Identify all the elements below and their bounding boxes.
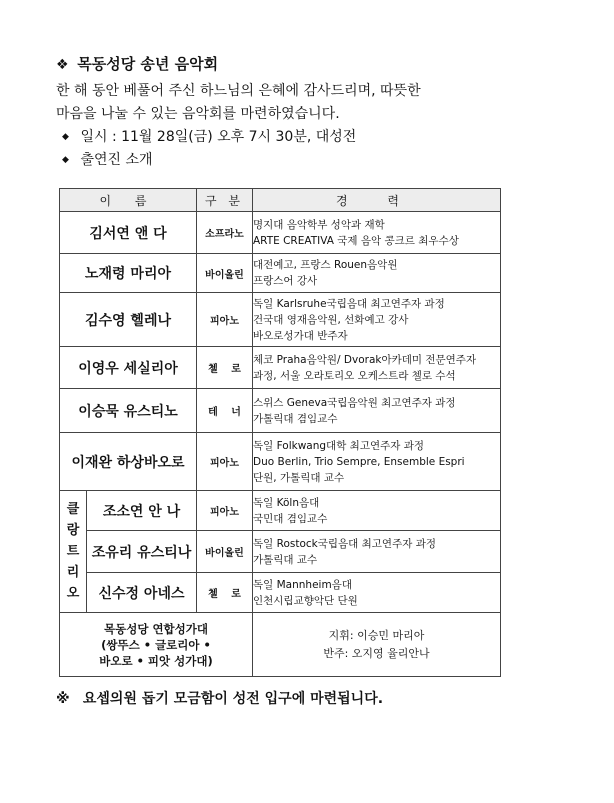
career-line: 독일 Köln음대 <box>253 496 320 509</box>
concert-notice <box>56 52 556 707</box>
performer-name: 조유리 유스티나 <box>87 531 197 573</box>
header-part: 구 분 <box>197 189 253 212</box>
performer-career <box>253 531 501 573</box>
group-label-char: 트 <box>66 544 80 559</box>
intro-line-1: 한 해 동안 베풀어 주신 하느님의 은혜에 감사드리며, 따뜻한 <box>56 83 421 99</box>
table-row <box>60 531 501 573</box>
performer-career <box>253 254 501 293</box>
performer-part: 피아노 <box>197 433 253 491</box>
group-label-char: 클 <box>66 502 80 517</box>
performer-part: 피아노 <box>197 491 253 531</box>
table-row <box>60 347 501 389</box>
conductor: 지휘: 이승민 마리아 <box>328 628 425 642</box>
table-row <box>60 491 501 531</box>
career-line: 독일 Folkwang대학 최고연주자 과정 <box>253 439 425 452</box>
performer-career <box>253 573 501 613</box>
performer-name: 이재완 하상바오로 <box>60 433 197 491</box>
footer-note-text: 요셉의원 돕기 모금함이 성전 입구에 마련됩니다. <box>82 691 384 707</box>
footer-note <box>56 688 383 710</box>
performer-name: 김수영 헬레나 <box>60 293 197 347</box>
performer-part: 피아노 <box>197 293 253 347</box>
career-line: 가톨릭대 교수 <box>253 553 318 566</box>
header-career: 경 력 <box>253 189 501 212</box>
table-row <box>60 212 501 254</box>
career-line: 대전예고, 프랑스 Rouen음악원 <box>253 259 398 271</box>
title-text: 목동성당 송년 음악회 <box>77 55 219 73</box>
reference-mark-icon: ※ <box>56 691 70 707</box>
career-line: 독일 Mannheim음대 <box>253 578 352 591</box>
group-label-char: 랑 <box>66 523 80 538</box>
performer-part: 바이올린 <box>197 531 253 573</box>
performer-career <box>253 389 501 433</box>
performer-name: 조소연 안 나 <box>87 491 197 531</box>
table-row <box>60 254 501 293</box>
performer-career <box>253 491 501 531</box>
performer-name: 이영우 세실리아 <box>60 347 197 389</box>
career-line: 스위스 Geneva국립음악원 최고연주자 과정 <box>253 396 456 409</box>
career-line: 과정, 서울 오라토리오 오케스트라 첼로 수석 <box>253 369 456 382</box>
group-label-char: 오 <box>66 586 80 601</box>
performers-heading <box>56 149 556 172</box>
career-line: Duo Berlin, Trio Sempre, Ensemble Espri <box>253 455 465 468</box>
career-line: 단원, 가톨릭대 교수 <box>253 471 345 484</box>
performer-name: 노재령 마리아 <box>60 254 197 293</box>
table-row <box>60 573 501 613</box>
table-row <box>60 433 501 491</box>
performer-career <box>253 433 501 491</box>
table-row <box>60 293 501 347</box>
choir-name-line: (쌍뚜스 • 글로리아 • <box>101 637 211 652</box>
performers-heading-text: 출연진 소개 <box>80 152 153 168</box>
choir-name-line: 목동성당 연합성가대 <box>104 621 208 636</box>
career-line: 바오로성가대 반주자 <box>253 329 348 342</box>
header-name: 이 름 <box>60 189 197 212</box>
career-line: 인천시립교향악단 단원 <box>253 594 358 607</box>
trio-group-label <box>60 491 87 613</box>
performer-part: 첼 로 <box>197 573 253 613</box>
performers-table <box>59 188 501 677</box>
performer-career <box>253 347 501 389</box>
performer-part: 첼 로 <box>197 347 253 389</box>
career-line: 프랑스어 강사 <box>253 275 318 287</box>
performer-part: 소프라노 <box>197 212 253 254</box>
performer-part: 테 너 <box>197 389 253 433</box>
schedule-item <box>56 126 556 149</box>
career-line: 건국대 영재음악원, 선화예고 강사 <box>253 313 409 326</box>
diamond-bullet-icon: ◆ <box>62 155 69 165</box>
performer-part: 바이올린 <box>197 254 253 293</box>
choir-name-line: 바오로 • 피앗 성가대) <box>99 653 213 668</box>
schedule-text: 일시 : 11월 28일(금) 오후 7시 30분, 대성전 <box>80 129 357 145</box>
choir-name <box>60 613 253 677</box>
performer-name: 신수정 아네스 <box>87 573 197 613</box>
performer-name: 김서연 앤 다 <box>60 212 197 254</box>
performer-career <box>253 212 501 254</box>
diamond-bullet-icon: ❖ <box>56 57 69 73</box>
choir-leaders <box>253 613 501 677</box>
choir-row <box>60 613 501 677</box>
career-line: 가톨릭대 겸임교수 <box>253 412 338 425</box>
intro-line-2: 마음을 나눌 수 있는 음악회를 마련하였습니다. <box>56 106 340 122</box>
career-line: 체코 Praha음악원/ Dvorak아카데미 전문연주자 <box>253 353 477 366</box>
diamond-bullet-icon: ◆ <box>62 132 69 142</box>
group-label-char: 리 <box>66 565 80 580</box>
career-line: 명지대 음악학부 성악과 재학 <box>253 218 385 231</box>
career-line: ARTE CREATIVA 국제 음악 콩크르 최우수상 <box>253 234 459 247</box>
performer-name: 이승묵 유스티노 <box>60 389 197 433</box>
career-line: 독일 Rostock국립음대 최고연주자 과정 <box>253 537 436 550</box>
accompanist: 반주: 오지영 율리안나 <box>323 646 430 660</box>
career-line: 국민대 겸임교수 <box>253 512 328 525</box>
table-row <box>60 389 501 433</box>
career-line: 독일 Karlsruhe국립음대 최고연주자 과정 <box>253 297 445 310</box>
performer-career <box>253 293 501 347</box>
table-header-row <box>60 189 501 212</box>
notice-title <box>56 52 556 76</box>
